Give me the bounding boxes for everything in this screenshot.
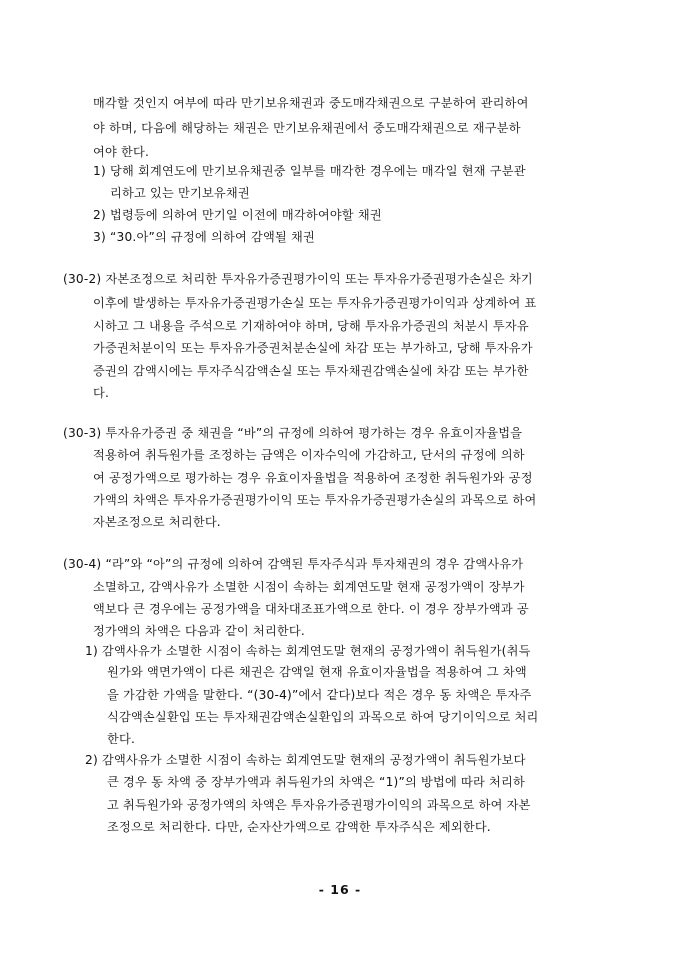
- list-item-continuation: 한다.: [107, 732, 136, 746]
- paragraph-line: 적용하여 취득원가를 조정하는 금액은 이자수익에 가감하고, 단서의 규정에 의하: [93, 448, 525, 462]
- list-item: 2) 법령등에 의하여 만기일 이전에 매각하여야할 채권: [93, 208, 382, 222]
- list-item-continuation: 조정으로 처리한다. 다만, 순자산가액으로 감액한 투자주식은 제외한다.: [107, 820, 491, 834]
- list-item-continuation: 큰 경우 동 차액 중 장부가액과 취득원가의 차액은 “1)”의 방법에 따라 처리하: [107, 775, 525, 789]
- list-item: 1) 당해 회계연도에 만기보유채권중 일부를 매각한 경우에는 매각일 현재 구분관: [93, 164, 526, 178]
- list-item: 3) “30.아”의 규정에 의하여 감액될 채권: [93, 230, 315, 244]
- list-item-continuation: 리하고 있는 만기보유채권: [110, 186, 250, 200]
- list-item-continuation: 원가와 액면가액이 다른 채권은 감액일 현재 유효이자율법을 적용하여 그 차액: [107, 665, 527, 679]
- section-30-4-heading-line: (30-4) “라”와 “아”의 규정에 의하여 감액된 투자주식과 투자채권의 경우 감액사유가: [63, 557, 524, 571]
- paragraph-line: 이후에 발생하는 투자유가증권평가손실 또는 투자유가증권평가이익과 상계하여 표: [93, 296, 537, 310]
- paragraph-line: 야 하며, 다음에 해당하는 채권은 만기보유채권에서 중도매각채권으로 재구분하: [93, 121, 521, 135]
- list-item: 1) 감액사유가 소멸한 시점이 속하는 회계연도말 현재의 공정가액이 취득원가(취득: [85, 644, 531, 658]
- paragraph-line: 가증권처분이익 또는 투자유가증권처분손실에 차감 또는 부가하고, 당해 투자유가: [93, 341, 533, 355]
- paragraph-line: 소멸하고, 감액사유가 소멸한 시점이 속하는 회계연도말 현재 공정가액이 장부가: [93, 580, 525, 594]
- paragraph-line: 매각할 것인지 여부에 따라 만기보유채권과 중도매각채권으로 구분하여 관리하여: [93, 96, 529, 110]
- paragraph-line: 여야 한다.: [93, 145, 150, 159]
- list-item-continuation: 식감액손실환입 또는 투자채권감액손실환입의 과목으로 하여 당기이익으로 처리: [107, 710, 539, 724]
- paragraph-line: 다.: [93, 386, 110, 400]
- paragraph-line: 시하고 그 내용을 주석으로 기재하여야 하며, 당해 투자유가증권의 처분시 투자유: [93, 319, 529, 333]
- paragraph-line: 액보다 큰 경우에는 공정가액을 대차대조표가액으로 한다. 이 경우 장부가액과 공: [93, 602, 529, 616]
- list-item: 2) 감액사유가 소멸한 시점이 속하는 회계연도말 현재의 공정가액이 취득원가보다: [85, 753, 526, 767]
- paragraph-line: 가액의 차액은 투자유가증권평가이익 또는 투자유가증권평가손실의 과목으로 하여: [93, 493, 537, 507]
- paragraph-line: 자본조정으로 처리한다.: [93, 515, 221, 529]
- paragraph-line: 정가액의 차액은 다음과 같이 처리한다.: [93, 624, 305, 638]
- paragraph-line: 여 공정가액으로 평가하는 경우 유효이자율법을 적용하여 조정한 취득원가와 공정: [93, 471, 533, 485]
- paragraph-line: 증권의 감액시에는 투자주식감액손실 또는 투자채권감액손실에 차감 또는 부가한: [93, 364, 529, 378]
- page-number: - 16 -: [318, 882, 362, 897]
- list-item-continuation: 을 가감한 가액을 말한다. “(30-4)”에서 같다)보다 적은 경우 동 차액은 투자주: [107, 688, 532, 702]
- list-item-continuation: 고 취득원가와 공정가액의 차액은 투자유가증권평가이익의 과목으로 하여 자본: [107, 798, 531, 812]
- section-30-3-heading-line: (30-3) 투자유가증권 중 채권을 “바”의 규정에 의하여 평가하는 경우 유효이자율법을: [63, 426, 523, 440]
- section-30-2-heading-line: (30-2) 자본조정으로 처리한 투자유가증권평가이익 또는 투자유가증권평가손실은 차기: [63, 272, 533, 286]
